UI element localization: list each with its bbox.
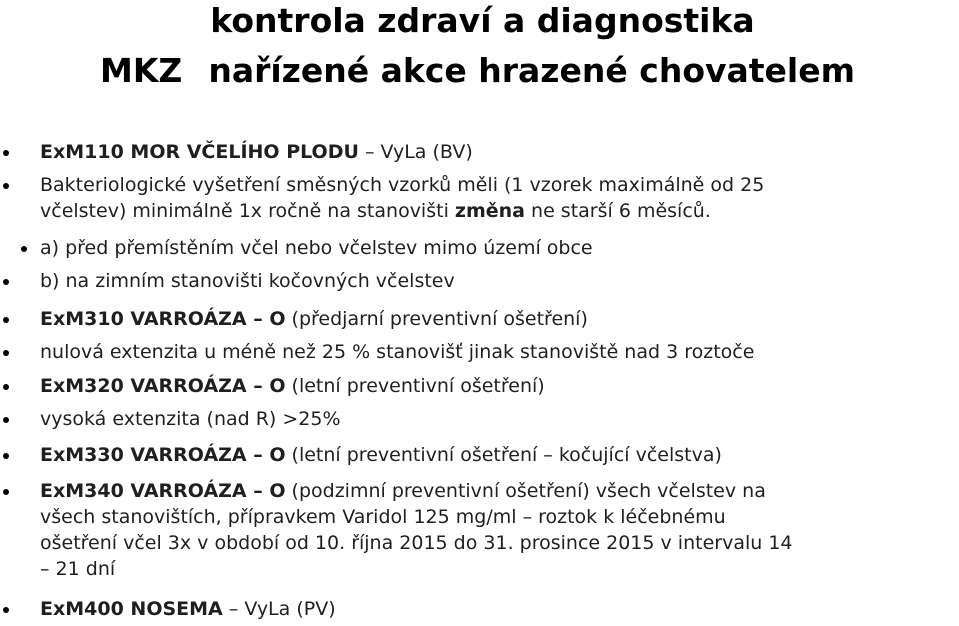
- item-code: ExM340 VARROÁZA – O: [40, 480, 286, 502]
- item-line2: všech stanovištích, přípravkem Varidol 125 mg/ml – roztok k léčebnému: [40, 506, 726, 528]
- item-line3: ošetření včel 3x v období od 10. října 2015 do 31. prosince 2015 v intervalu 14: [40, 532, 793, 554]
- bullet-dot: [3, 150, 9, 156]
- item-text: a) před přemístěním včel nebo včelstev mimo území obce: [40, 237, 593, 259]
- item-detail: (letní preventivní ošetření – kočující včelstva): [285, 444, 722, 466]
- item-detail: (podzimní preventivní ošetření) všech včelstev na: [285, 480, 766, 502]
- item-text: vysoká extenzita (nad R) >25%: [40, 408, 341, 430]
- item-line2b: ne starší 6 měsíců.: [524, 200, 711, 222]
- item-text: [40, 442, 722, 468]
- item-text: nulová extenzita u méně než 25 % stanovišť jinak stanoviště nad 3 roztoče: [40, 341, 755, 363]
- item-text: [40, 306, 588, 332]
- item-code: ExM110 MOR VČELÍHO PLODU: [40, 141, 359, 163]
- bullet-dot: [3, 384, 9, 390]
- slide-title-line1: kontrola zdraví a diagnostika: [210, 1, 755, 40]
- bullet-dot: [3, 489, 9, 495]
- item-detail: – VyLa (PV): [222, 598, 336, 620]
- bullet-dot: [3, 607, 9, 613]
- title-mkz: MKZ: [99, 51, 183, 90]
- item-code: ExM400 NOSEMA: [40, 598, 223, 620]
- item-code: ExM330 VARROÁZA – O: [40, 444, 286, 466]
- item-line1: Bakteriologické vyšetření směsných vzorků měli (1 vzorek maximálně od 25: [40, 174, 765, 196]
- title-subtitle: nařízené akce hrazené chovatelem: [208, 51, 856, 90]
- item-text: [40, 596, 336, 622]
- bullet-dot: [3, 279, 9, 285]
- item-line4: – 21 dní: [40, 558, 116, 580]
- item-text: [40, 373, 545, 399]
- item-text: [40, 172, 764, 224]
- item-detail: (letní preventivní ošetření): [285, 375, 545, 397]
- item-text: b) na zimním stanovišti kočovných včelstev: [40, 270, 455, 292]
- item-code: ExM310 VARROÁZA – O: [40, 308, 286, 330]
- bullet-dot: [3, 350, 9, 356]
- bullet-dot: [3, 317, 9, 323]
- bullet-dot: [3, 453, 9, 459]
- bullet-dot: [3, 417, 9, 423]
- slide-title-line2: [0, 52, 957, 90]
- item-line2-bold: změna: [454, 200, 525, 222]
- item-line2a: včelstev) minimálně 1x ročně na stanovišti: [40, 200, 455, 222]
- item-code: ExM320 VARROÁZA – O: [40, 375, 286, 397]
- bullet-dot: [3, 183, 9, 189]
- item-text: [40, 139, 473, 165]
- bullet-dot: [21, 246, 27, 252]
- item-text: [40, 478, 793, 582]
- item-detail: (předjarní preventivní ošetření): [285, 308, 588, 330]
- item-detail: – VyLa (BV): [358, 141, 473, 163]
